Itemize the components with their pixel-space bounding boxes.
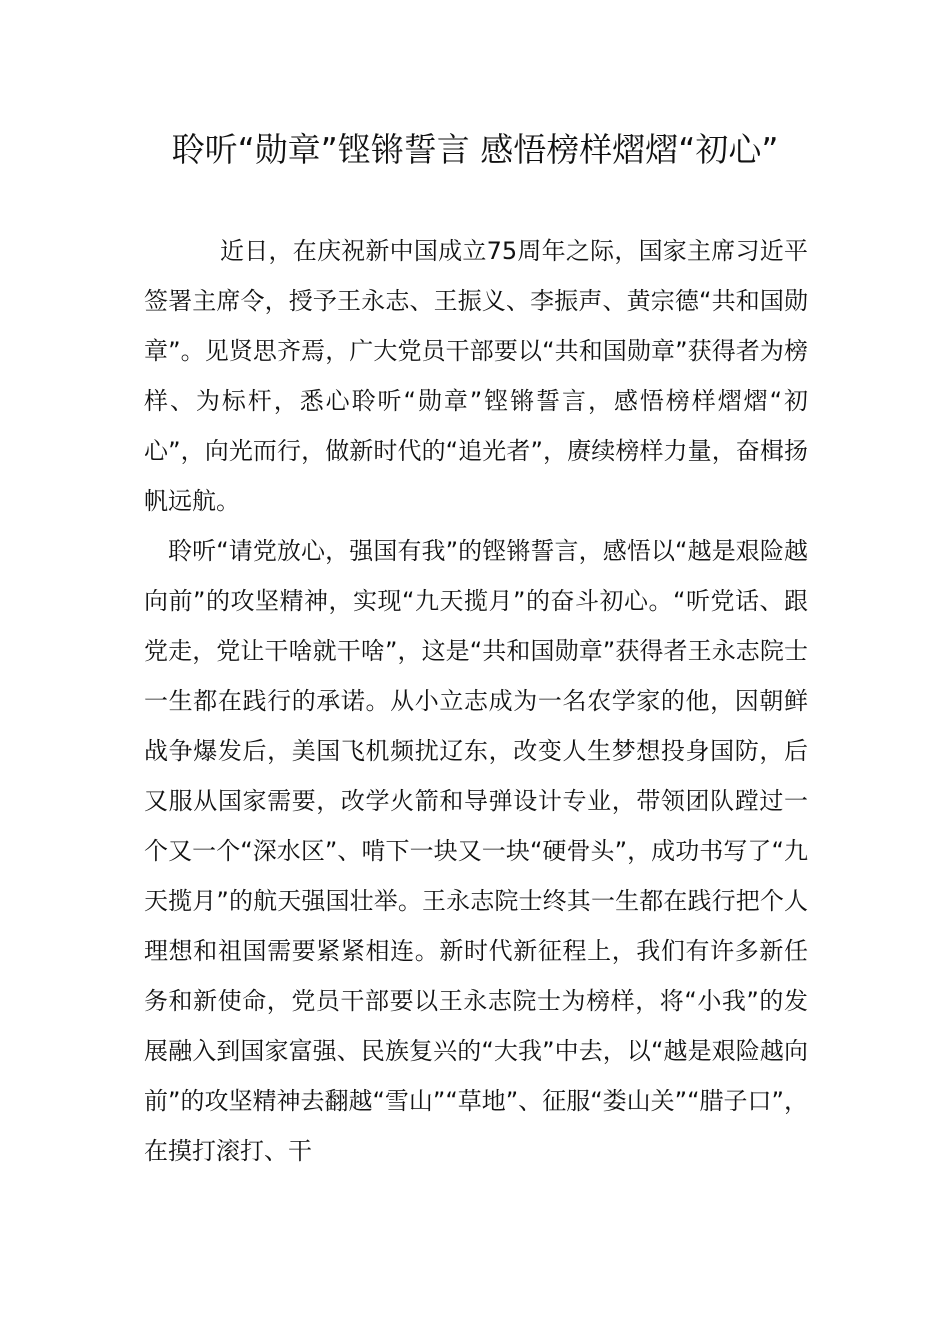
document-title: 聆听“勋章”铿锵誓言 感悟榜样熠熠“初心”	[171, 130, 779, 169]
paragraph-intro: 近日，在庆祝新中国成立75周年之际，国家主席习近平签署主席令，授予王永志、王振义、李振声、黄宗德“共和国勋章”。见贤思齐焉，广大党员干部要以“共和国勋章”获得者为榜样、为标杆，悉心聆听“勋章”铿锵誓言，感悟榜样熠熠“初心”，向光而行，做新时代的“追光者”，赓续榜样力量，奋楫扬帆远航。	[144, 237, 808, 515]
document-body	[144, 226, 808, 1176]
paragraph-wang-yongzhi: 聆听“请党放心，强国有我”的铿锵誓言，感悟以“越是艰险越向前”的攻坚精神，实现“九天揽月”的奋斗初心。“听党话、跟党走，党让干啥就干啥”，这是“共和国勋章”获得者王永志院士一生都在践行的承诺。从小立志成为一名农学家的他，因朝鲜战争爆发后，美国飞机频扰辽东，改变人生梦想投身国防，后又服从国家需要，改学火箭和导弹设计专业，带领团队蹚过一个又一个“深水区”、啃下一块又一块“硬骨头”，成功书写了“九天揽月”的航天强国壮举。王永志院士终其一生都在践行把个人理想和祖国需要紧紧相连。新时代新征程上，我们有许多新任务和新使命，党员干部要以王永志院士为榜样，将“小我”的发展融入到国家富强、民族复兴的“大我”中去，以“越是艰险越向前”的攻坚精神去翻越“雪山”“草地”、征服“娄山关”“腊子口”，在摸打滚打、干	[144, 537, 808, 1165]
